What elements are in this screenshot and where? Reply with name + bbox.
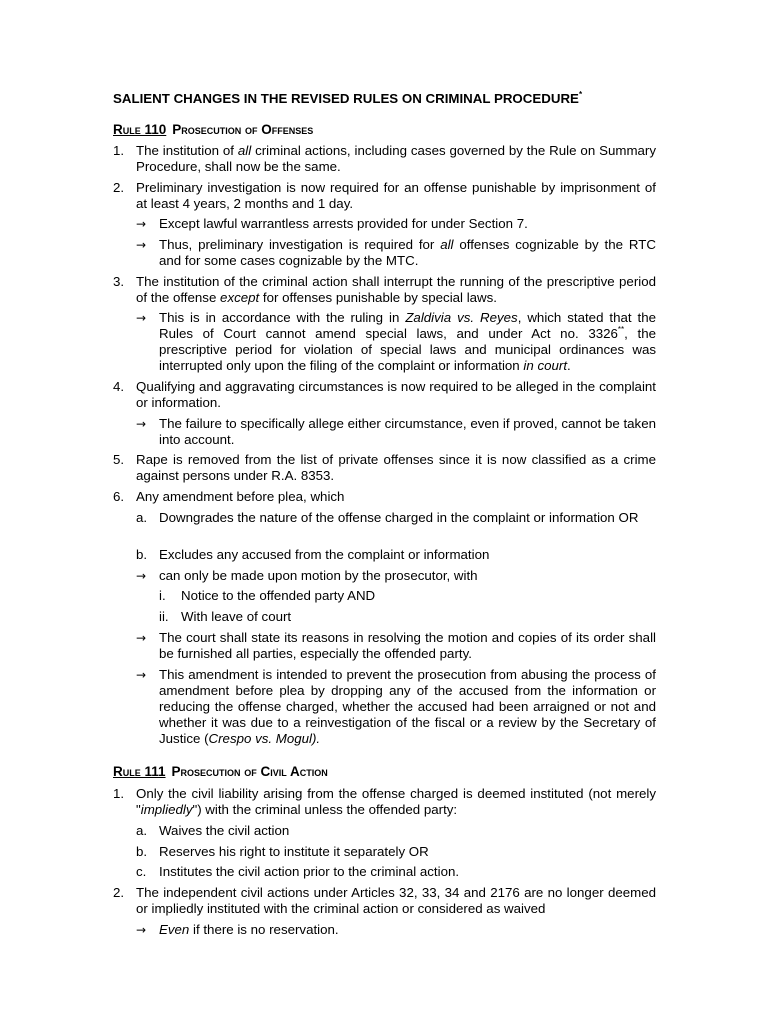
arrow-sub-item: → Even if there is no reservation. bbox=[136, 922, 339, 937]
arrow-sub-item: → This is in accordance with the ruling in Zaldivia vs. Reyes, which stated that the Rules of Court cannot amend special laws, and under Act no. 3326**, the prescriptive period for violation of special laws and municipal ordinances was interrupted only upon the filing of the complaint or information in court. bbox=[136, 310, 657, 373]
arrow-icon: → bbox=[136, 923, 147, 937]
arrow-icon: → bbox=[136, 217, 147, 231]
arrow-sub-item: → Except lawful warrantless arrests provided for under Section 7. bbox=[136, 216, 528, 231]
list-item: 1. Only the civil liability arising from the offense charged is deemed instituted (not merely "impliedly") with the criminal unless the offended party: bbox=[113, 786, 656, 817]
arrow-sub-item: → can only be made upon motion by the prosecutor, with bbox=[136, 568, 478, 583]
rule-110-name: Prosecution of Offenses bbox=[172, 122, 314, 137]
list-item: 2. Preliminary investigation is now required for an offense punishable by imprisonment of at least 4 years, 2 months and 1 day. bbox=[113, 180, 656, 211]
arrow-icon: → bbox=[136, 668, 147, 682]
arrow-sub-item: → The court shall state its reasons in resolving the motion and copies of its order shall be furnished all parties, especially the offended party. bbox=[136, 630, 656, 661]
rule-111-number: Rule 111 bbox=[113, 764, 166, 779]
roman-sub-item: i. Notice to the offended party AND bbox=[159, 588, 376, 603]
list-item: 2. The independent civil actions under Articles 32, 33, 34 and 2176 are no longer deemed or impliedly instituted with the criminal action or considered as waived bbox=[113, 885, 656, 916]
lettered-sub-item: b. Excludes any accused from the complaint or information bbox=[136, 547, 490, 562]
arrow-icon: → bbox=[136, 238, 147, 252]
arrow-sub-item: → This amendment is intended to prevent the prosecution from abusing the process of amendment before plea by dropping any of the accused from the information or reducing the offense charged, whether the accused had been arraigned or not and whether it was due to a reinvestigation of the fiscal or a review by the Secretary of Justice (Crespo vs. Mogul). bbox=[136, 667, 656, 746]
rule-111-heading bbox=[113, 764, 328, 780]
document-title: SALIENT CHANGES IN THE REVISED RULES ON CRIMINAL PROCEDURE* bbox=[113, 90, 583, 106]
lettered-sub-item: a. Waives the civil action bbox=[136, 823, 290, 838]
list-item: 3. The institution of the criminal action shall interrupt the running of the prescriptive period of the offense except for offenses punishable by special laws. bbox=[113, 274, 656, 305]
rule-111-name: Prosecution of Civil Action bbox=[171, 764, 328, 779]
list-item: 4. Qualifying and aggravating circumstances is now required to be alleged in the complaint or information. bbox=[113, 379, 656, 410]
rule-110-number: Rule 110 bbox=[113, 122, 167, 137]
arrow-sub-item: → The failure to specifically allege either circumstance, even if proved, cannot be taken into account. bbox=[136, 416, 656, 447]
list-item: 1. The institution of all criminal actions, including cases governed by the Rule on Summary Procedure, shall now be the same. bbox=[113, 143, 657, 174]
lettered-sub-item: a. Downgrades the nature of the offense charged in the complaint or information OR bbox=[136, 510, 639, 525]
arrow-sub-item: → Thus, preliminary investigation is required for all offenses cognizable by the RTC and for some cases cognizable by the MTC. bbox=[136, 237, 656, 268]
list-item: 6. Any amendment before plea, which bbox=[113, 489, 345, 504]
list-item: 5. Rape is removed from the list of private offenses since it is now classified as a crime against persons under R.A. 8353. bbox=[113, 452, 656, 483]
arrow-icon: → bbox=[136, 569, 147, 583]
lettered-sub-item: b. Reserves his right to institute it separately OR bbox=[136, 844, 429, 859]
roman-sub-item: ii. With leave of court bbox=[159, 609, 292, 624]
arrow-icon: → bbox=[136, 631, 147, 645]
lettered-sub-item: c. Institutes the civil action prior to the criminal action. bbox=[136, 864, 460, 879]
arrow-icon: → bbox=[136, 417, 147, 431]
rule-110-heading bbox=[113, 122, 313, 138]
arrow-icon: → bbox=[136, 311, 147, 325]
title-footnote-marker: * bbox=[578, 90, 583, 99]
